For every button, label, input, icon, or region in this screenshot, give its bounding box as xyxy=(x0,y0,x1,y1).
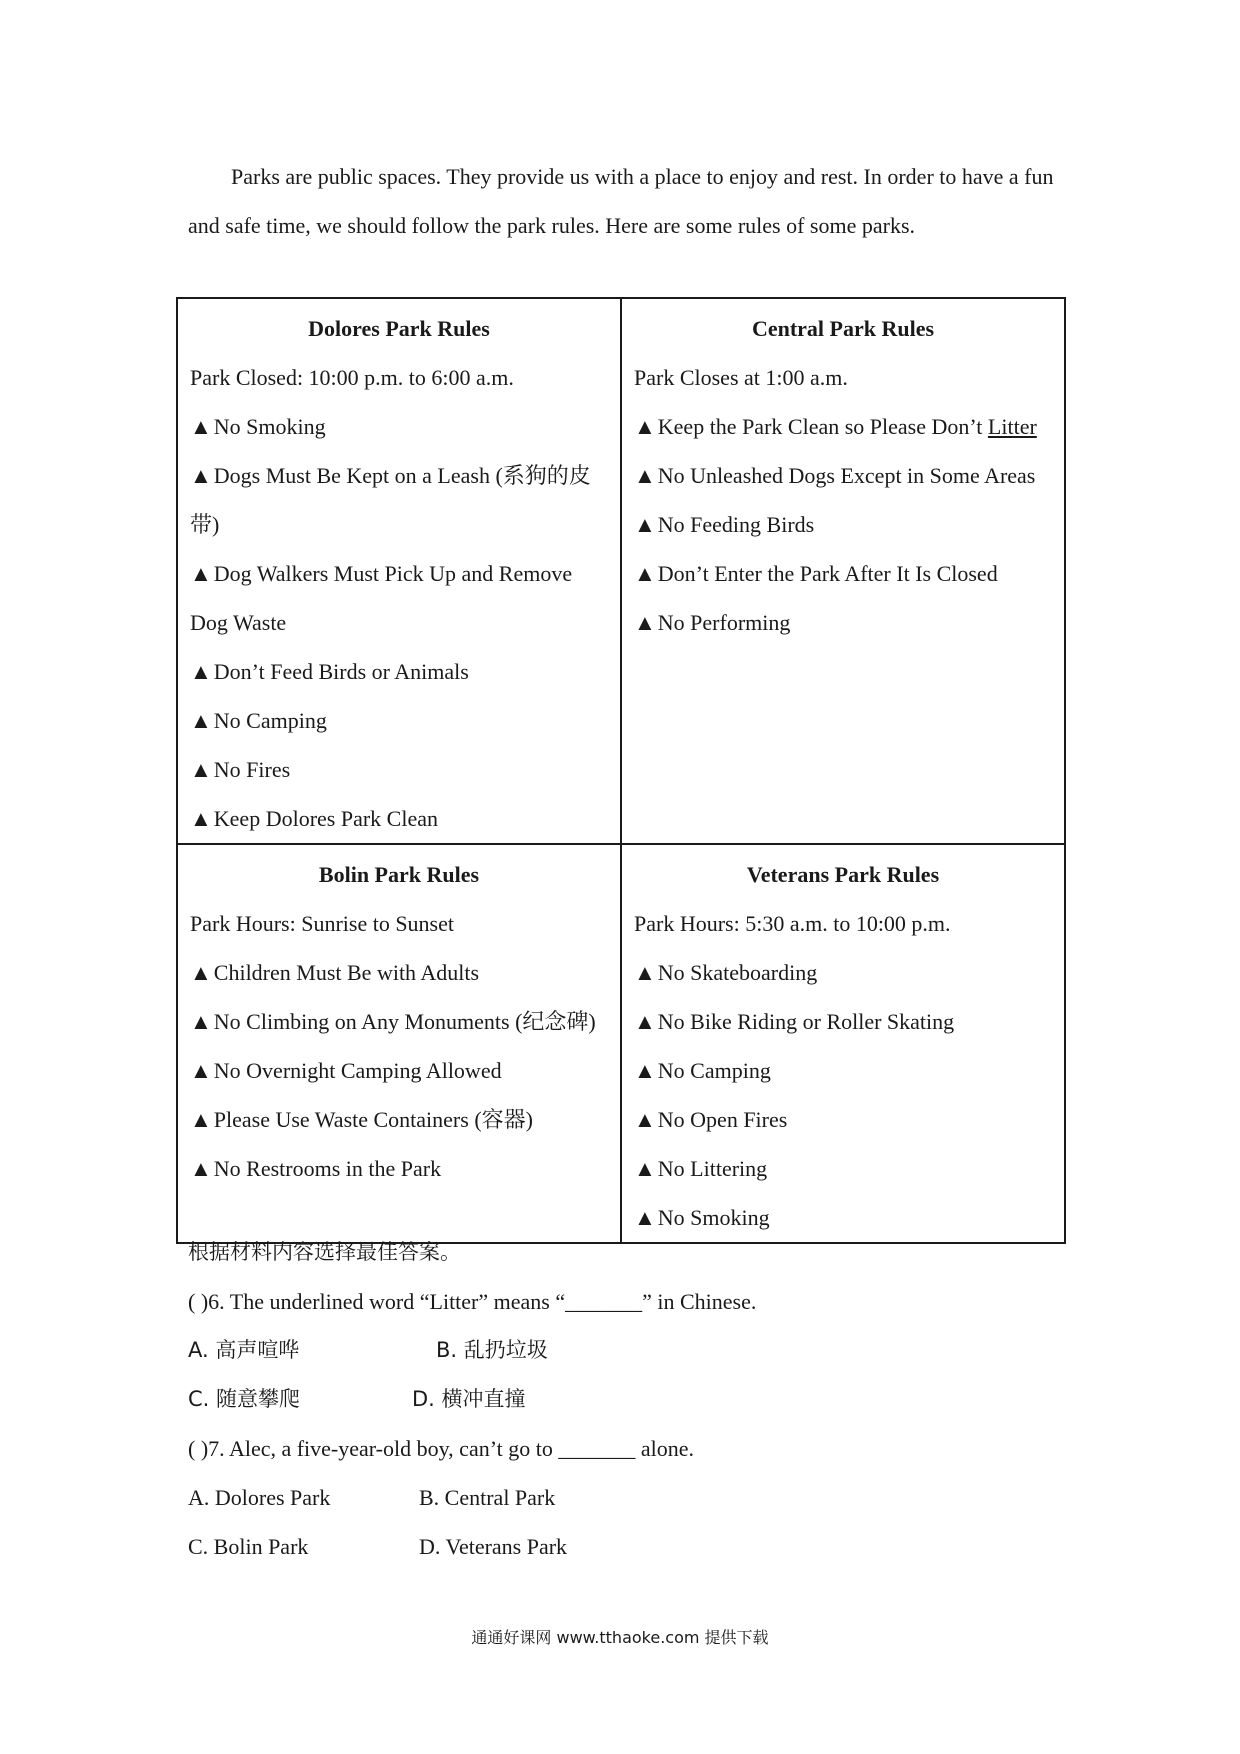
triangle-bullet-icon: ▲ xyxy=(634,463,656,488)
rule-text: No Skateboarding xyxy=(657,960,818,985)
option-b[interactable]: B. 乱扔垃圾 xyxy=(436,1338,548,1362)
dolores-rules-cell xyxy=(177,298,621,844)
option-d[interactable]: D. 横冲直撞 xyxy=(412,1387,526,1411)
cell-title: Bolin Park Rules xyxy=(318,862,480,887)
triangle-bullet-icon: ▲ xyxy=(634,610,656,635)
triangle-bullet-icon: ▲ xyxy=(190,960,212,985)
rule-list xyxy=(190,402,608,843)
option-c[interactable]: C. Bolin Park xyxy=(188,1534,309,1559)
triangle-bullet-icon: ▲ xyxy=(190,1058,212,1083)
question-7-stem: ( )7. Alec, a five-year-old boy, can’t go to _______ alone. xyxy=(188,1436,695,1461)
triangle-bullet-icon: ▲ xyxy=(634,1205,656,1230)
rule-text: No Overnight Camping Allowed xyxy=(213,1058,502,1083)
central-rules-cell xyxy=(621,298,1065,844)
triangle-bullet-icon: ▲ xyxy=(634,1009,656,1034)
question-6-options-ab xyxy=(188,1326,1068,1375)
rule-text: Dogs Must Be Kept on a Leash (系狗的皮带) xyxy=(190,463,591,537)
park-hours: Park Hours: Sunrise to Sunset xyxy=(190,911,454,936)
rule-item xyxy=(634,549,1052,598)
triangle-bullet-icon: ▲ xyxy=(634,960,656,985)
rule-list xyxy=(190,948,608,1193)
rule-item xyxy=(634,402,1052,451)
rule-text: No Bike Riding or Roller Skating xyxy=(657,1009,955,1034)
rule-item xyxy=(190,1095,608,1144)
triangle-bullet-icon: ▲ xyxy=(190,1156,212,1181)
rule-list xyxy=(634,948,1052,1242)
rule-item xyxy=(190,451,608,549)
intro-passage xyxy=(188,152,1068,250)
rule-text: Don’t Feed Birds or Animals xyxy=(213,659,469,684)
bolin-rules-cell xyxy=(177,844,621,1243)
triangle-bullet-icon: ▲ xyxy=(634,512,656,537)
triangle-bullet-icon: ▲ xyxy=(190,708,212,733)
triangle-bullet-icon: ▲ xyxy=(190,659,212,684)
instruction: 根据材料内容选择最佳答案。 xyxy=(188,1240,461,1264)
park-hours: Park Hours: 5:30 a.m. to 10:00 p.m. xyxy=(634,911,951,936)
rule-item xyxy=(190,1046,608,1095)
rule-item xyxy=(190,997,608,1046)
option-d[interactable]: D. Veterans Park xyxy=(419,1534,568,1559)
rule-item xyxy=(190,1144,608,1193)
triangle-bullet-icon: ▲ xyxy=(634,561,656,586)
rule-item xyxy=(634,598,1052,647)
rule-item xyxy=(190,696,608,745)
underlined-word: Litter xyxy=(987,414,1037,439)
triangle-bullet-icon: ▲ xyxy=(634,1156,656,1181)
footer-credit: 通通好课网 www.tthaoke.com 提供下载 xyxy=(471,1628,769,1647)
rule-item xyxy=(190,794,608,843)
option-b[interactable]: B. Central Park xyxy=(419,1485,556,1510)
question-6-options-cd xyxy=(188,1375,1068,1424)
option-a[interactable]: A. 高声喧哗 xyxy=(188,1338,300,1362)
rule-text: No Unleashed Dogs Except in Some Areas xyxy=(657,463,1036,488)
triangle-bullet-icon: ▲ xyxy=(634,1107,656,1132)
rule-text: No Smoking xyxy=(213,414,326,439)
triangle-bullet-icon: ▲ xyxy=(190,806,212,831)
rule-text: Keep Dolores Park Clean xyxy=(213,806,438,831)
rule-item xyxy=(634,1046,1052,1095)
triangle-bullet-icon: ▲ xyxy=(634,1058,656,1083)
triangle-bullet-icon: ▲ xyxy=(190,414,212,439)
rule-text: Please Use Waste Containers (容器) xyxy=(213,1107,533,1132)
triangle-bullet-icon: ▲ xyxy=(634,414,656,439)
rule-item xyxy=(190,948,608,997)
rule-text: No Smoking xyxy=(657,1205,770,1230)
rule-text: No Open Fires xyxy=(657,1107,788,1132)
park-hours: Park Closes at 1:00 a.m. xyxy=(634,365,848,390)
question-7-options-cd xyxy=(188,1522,1068,1571)
cell-title: Dolores Park Rules xyxy=(308,316,490,341)
option-c[interactable]: C. 随意攀爬 xyxy=(188,1387,301,1411)
triangle-bullet-icon: ▲ xyxy=(190,1107,212,1132)
rule-item xyxy=(190,402,608,451)
rule-item xyxy=(190,745,608,794)
rule-text: No Restrooms in the Park xyxy=(213,1156,442,1181)
cell-title: Central Park Rules xyxy=(751,316,935,341)
rule-text: No Littering xyxy=(657,1156,768,1181)
triangle-bullet-icon: ▲ xyxy=(190,1009,212,1034)
rule-item xyxy=(190,647,608,696)
triangle-bullet-icon: ▲ xyxy=(190,463,212,488)
rule-item xyxy=(634,948,1052,997)
rule-text: Children Must Be with Adults xyxy=(213,960,480,985)
park-rules-table xyxy=(176,297,1066,1244)
rule-text: Dog Walkers Must Pick Up and Remove Dog Waste xyxy=(190,561,573,635)
question-6-stem: ( )6. The underlined word “Litter” means “_______” in Chinese. xyxy=(188,1289,757,1314)
rule-text: Don’t Enter the Park After It Is Closed xyxy=(657,561,998,586)
questions-section xyxy=(188,1228,1068,1571)
rule-item xyxy=(634,500,1052,549)
triangle-bullet-icon: ▲ xyxy=(190,757,212,782)
option-a[interactable]: A. Dolores Park xyxy=(188,1485,331,1510)
rule-text: No Feeding Birds xyxy=(657,512,815,537)
triangle-bullet-icon: ▲ xyxy=(190,561,212,586)
rule-item xyxy=(190,549,608,647)
rule-text: No Performing xyxy=(657,610,791,635)
rule-text: Keep the Park Clean so Please Don’t xyxy=(657,414,988,439)
rule-item xyxy=(634,997,1052,1046)
rule-item xyxy=(634,1095,1052,1144)
rule-text: No Fires xyxy=(213,757,291,782)
rule-item xyxy=(634,1144,1052,1193)
cell-title: Veterans Park Rules xyxy=(746,862,940,887)
question-7-options-ab xyxy=(188,1473,1068,1522)
veterans-rules-cell xyxy=(621,844,1065,1243)
rule-item xyxy=(634,451,1052,500)
park-hours: Park Closed: 10:00 p.m. to 6:00 a.m. xyxy=(190,365,514,390)
intro-text: Parks are public spaces. They provide us with a place to enjoy and rest. In order to have a fun and safe time, we should follow the park rules. Here are some rules of some parks. xyxy=(188,164,1054,238)
rule-text: No Climbing on Any Monuments (纪念碑) xyxy=(213,1009,596,1034)
rule-list xyxy=(634,451,1052,647)
rule-text: No Camping xyxy=(657,1058,771,1083)
rule-text: No Camping xyxy=(213,708,327,733)
